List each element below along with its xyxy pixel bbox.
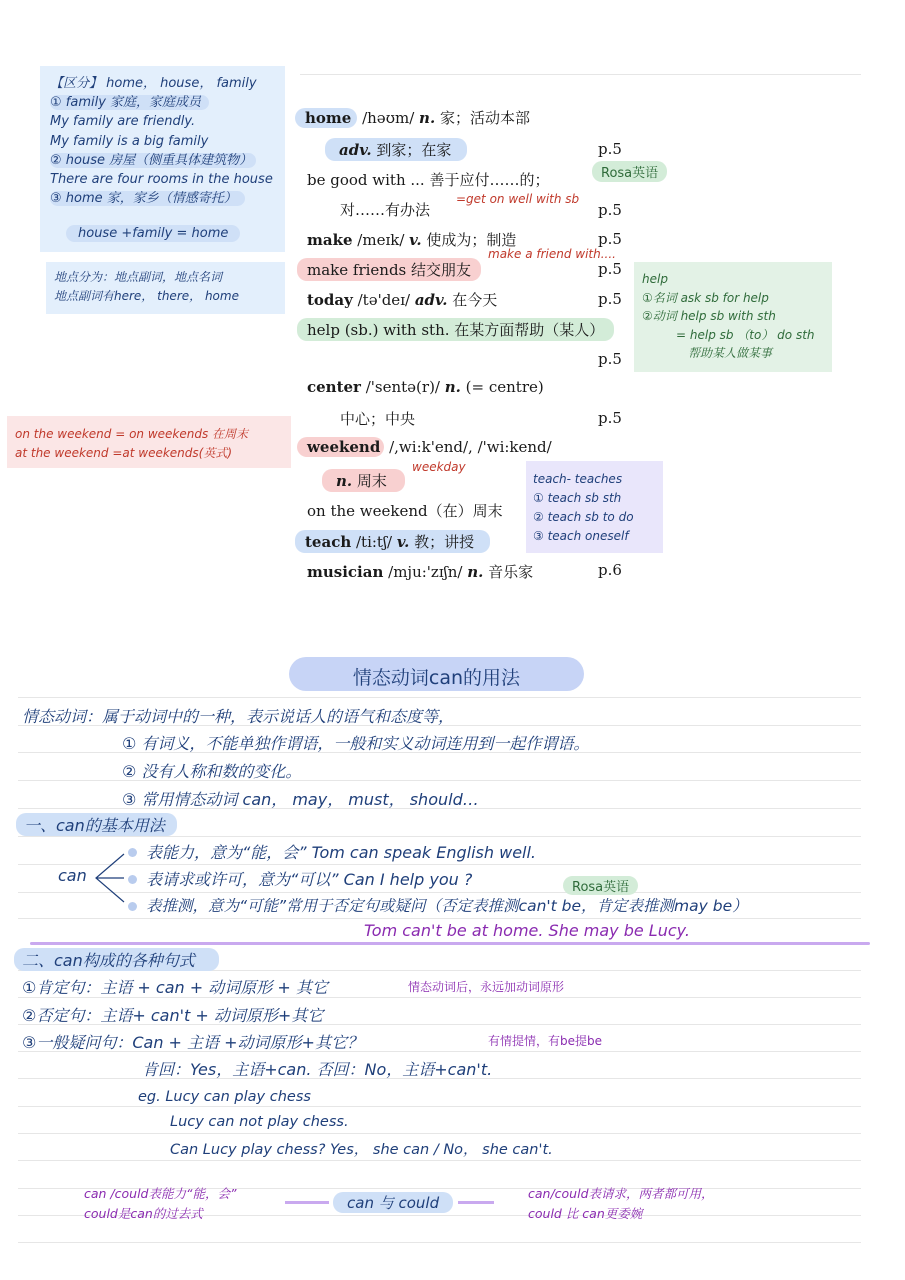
vocab-be-good-2: 对……有办法 — [340, 201, 431, 219]
page-number: p.5 — [598, 260, 622, 278]
place-line: 地点副词有here， there， home — [54, 289, 239, 303]
vocab-on-weekend: on the weekend（在）周末 — [307, 502, 503, 520]
can-could-line: can /could表能力“能，会” — [84, 1186, 237, 1201]
example-line: Can Lucy play chess? Yes， she can / No， she can't. — [170, 1142, 553, 1158]
weekend-line: at the weekend =at weekends(英式) — [15, 446, 233, 460]
place-note — [54, 268, 239, 306]
vocab-home-adv: adv. 到家；在家 — [325, 138, 467, 161]
note-line: My family are friendly. — [50, 114, 196, 130]
can-could-line: can/could表请求，两者都可用， — [528, 1186, 714, 1201]
can-could-left — [84, 1184, 236, 1224]
help-line: ①名词 ask sb for help — [642, 290, 769, 305]
rosa-tag: Rosa英语 — [563, 876, 638, 895]
vocab-home: home /həʊm/ n. 家；活动本部 — [295, 107, 530, 128]
vocab-be-good: be good with ... 善于应付……的； — [307, 171, 550, 189]
weekend-line: on the weekend = on weekends 在周末 — [15, 427, 249, 441]
help-line: 帮助某人做某事 — [688, 346, 773, 360]
distinction-note — [50, 74, 273, 208]
form-note: 有情提情，有be提be — [488, 1034, 603, 1048]
grammar-point: ② 没有人称和数的变化。 — [122, 762, 302, 781]
vocab-today: today /tə'deɪ/ adv. 在今天 — [307, 291, 498, 309]
weekday-note: weekday — [412, 460, 466, 474]
can-could-line: could是can的过去式 — [84, 1206, 203, 1221]
note-line: There are four rooms in the house — [50, 172, 273, 188]
purple-underline — [30, 942, 870, 945]
note-line: ③ home 家，家乡（情感寄托） — [50, 189, 273, 208]
can-could-line: could 比 can更委婉 — [528, 1206, 643, 1221]
sentence-form: ②否定句：主语+ can't + 动词原形+其它 — [22, 1006, 324, 1025]
page-number: p.5 — [598, 140, 622, 158]
sentence-form: ①肯定句：主语 + can + 动词原形 + 其它 — [22, 978, 328, 997]
help-line: help — [642, 272, 668, 286]
page-number: p.5 — [598, 230, 622, 248]
vocab-teach: teach /ti:tʃ/ v. 教；讲授 — [295, 530, 490, 553]
can-use: 表推测，意为“可能”常用于否定句或疑问（否定表推测can't be，肯定表推测may be） — [146, 897, 748, 915]
teach-note — [533, 470, 634, 546]
section-1-heading: 一、can的基本用法 — [16, 813, 177, 836]
vocab-make: make /meɪk/ v. 使成为；制造 — [307, 231, 517, 249]
vocab-weekend: weekend /,wi:k'end/, /'wi:kend/ — [297, 438, 552, 456]
vocab-weekend-n: n. 周末 — [322, 469, 405, 492]
form-note: 情态动词后，永远加动词原形 — [408, 980, 565, 994]
can-label: can — [58, 866, 87, 885]
note-line: My family is a big family — [50, 133, 209, 149]
make-friends-note: make a friend with.... — [488, 247, 616, 261]
place-line: 地点分为：地点副词，地点名词 — [54, 270, 223, 284]
teach-line: ② teach sb to do — [533, 510, 634, 524]
branch-bracket — [92, 850, 126, 906]
teach-line: ① teach sb sth — [533, 491, 622, 505]
page-number: p.5 — [598, 350, 622, 368]
sentence-form: ③一般疑问句：Can + 主语 +动词原形+其它？ — [22, 1033, 363, 1052]
answers: 肯回：Yes，主语+can. 否回：No，主语+can't. — [142, 1060, 493, 1079]
bullet — [128, 902, 137, 911]
page-number: p.5 — [598, 290, 622, 308]
page-number: p.5 — [598, 409, 622, 427]
example-line: eg. Lucy can play chess — [138, 1089, 311, 1105]
grammar-point: ① 有词义，不能单独作谓语，一般和实义动词连用到一起作谓语。 — [122, 734, 590, 753]
be-good-note: =get on well with sb — [456, 192, 580, 206]
vocab-center: center /'sentə(r)/ n. (= centre) — [307, 378, 544, 396]
vocab-make-friends: make friends 结交朋友 — [297, 258, 481, 281]
help-note — [642, 270, 815, 363]
formula-pill: house +family = home — [66, 225, 240, 242]
vocab-help: help (sb.) with sth. 在某方面帮助（某人） — [297, 318, 614, 341]
teach-line: ③ teach oneself — [533, 529, 629, 543]
connector-line — [458, 1201, 494, 1204]
note-line: ① family 家庭，家庭成员 — [50, 93, 273, 112]
can-use-example: Tom can't be at home. She may be Lucy. — [364, 921, 690, 940]
weekend-note — [15, 425, 248, 463]
page-number: p.6 — [598, 561, 622, 579]
grammar-point: ③ 常用情态动词 can， may， must， should… — [122, 790, 479, 809]
can-could-right — [528, 1184, 714, 1224]
vocab-musician: musician /mju:'zɪʃn/ n. 音乐家 — [307, 563, 534, 581]
connector-line — [285, 1201, 329, 1204]
bullet — [128, 875, 137, 884]
grammar-intro: 情态动词：属于动词中的一种，表示说话人的语气和态度等， — [22, 707, 455, 726]
bullet — [128, 848, 137, 857]
example-line: Lucy can not play chess. — [170, 1114, 349, 1130]
can-use: 表请求或许可，意为“可以” Can I help you ? — [146, 870, 473, 889]
rosa-tag: Rosa英语 — [592, 161, 667, 182]
section-title: 情态动词can的用法 — [352, 667, 521, 689]
help-line: = help sb （to） do sth — [676, 327, 815, 342]
help-line: ②动词 help sb with sth — [642, 309, 776, 323]
can-use: 表能力，意为“能，会” Tom can speak English well. — [146, 843, 537, 862]
can-could-center: can 与 could — [333, 1192, 453, 1213]
teach-line: teach- teaches — [533, 472, 623, 486]
note-line: 【区分】 home， house， family — [50, 76, 257, 91]
note-line: ② house 房屋（侧重具体建筑物） — [50, 151, 273, 170]
vocab-center-2: 中心；中央 — [340, 410, 416, 428]
page-number: p.5 — [598, 201, 622, 219]
section-2-heading: 二、can构成的各种句式 — [14, 948, 219, 971]
